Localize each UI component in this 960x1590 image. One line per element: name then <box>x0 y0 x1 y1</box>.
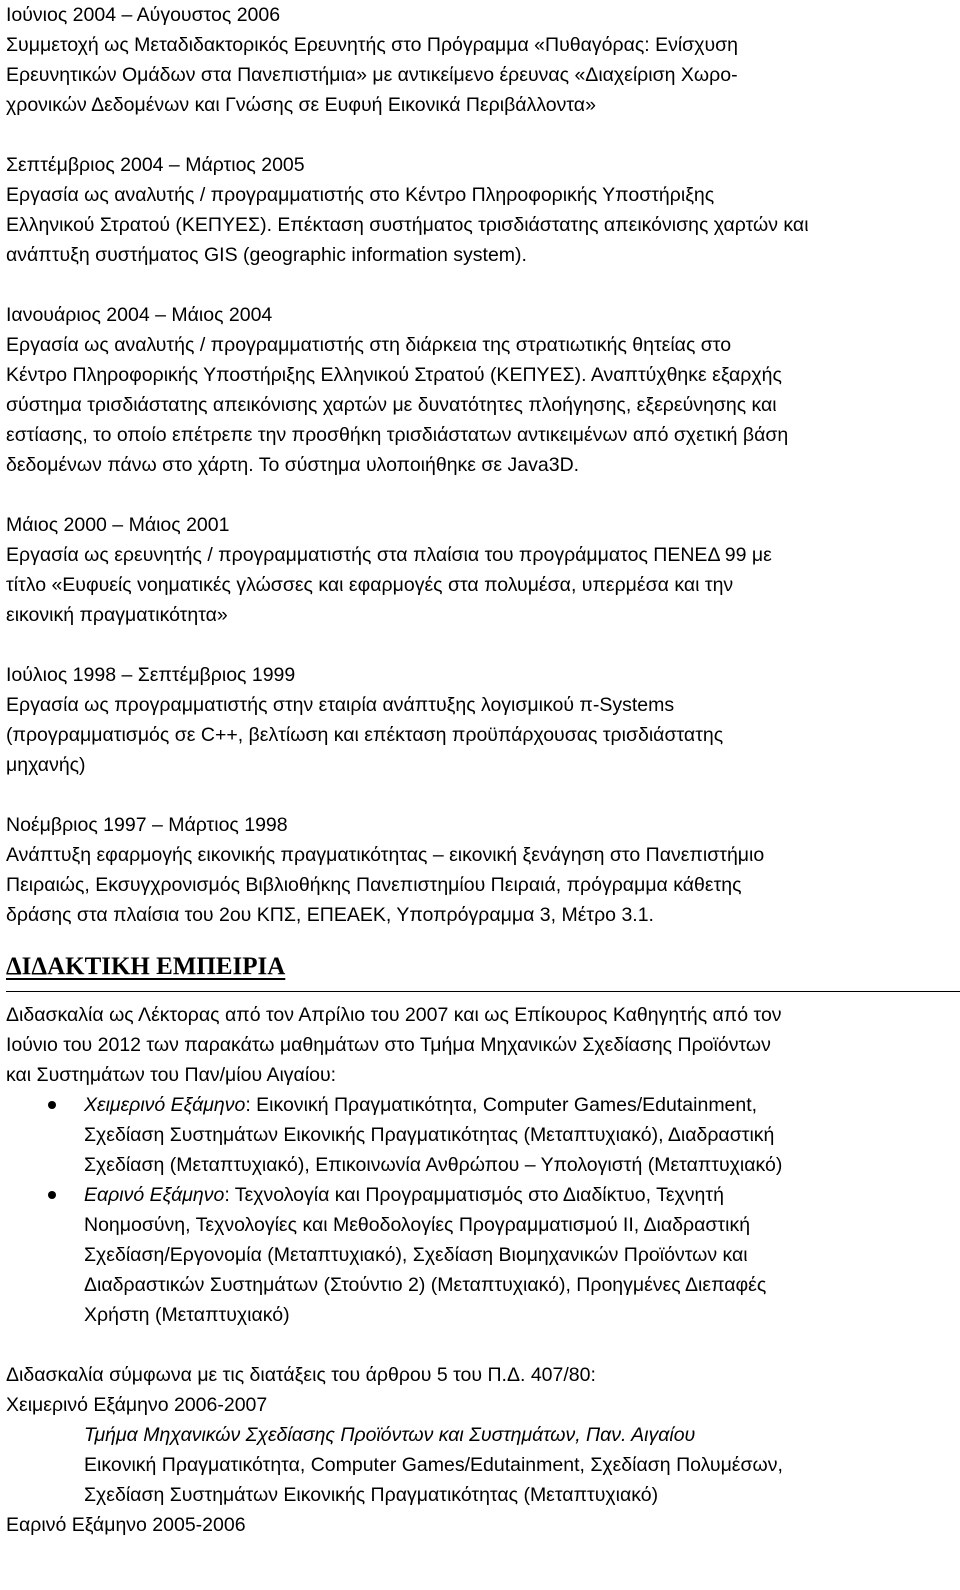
teaching-intro: Διδασκαλία ως Λέκτορας από τον Απρίλιο του 2007 και ως Επίκουρος Καθηγητής από τον <box>6 1004 782 1026</box>
bullet-dot-icon <box>48 1191 56 1199</box>
courses-line: Σχεδίαση Συστημάτων Εικονικής Πραγματικότητας (Μεταπτυχιακό) <box>84 1484 659 1506</box>
bullet-text: Διαδραστικών Συστημάτων (Στούντιο 2) (Μεταπτυχιακό), Προηγμένες Διεπαφές <box>84 1274 767 1296</box>
entry-text: Εργασία ως αναλυτής / προγραμματιστής στο Κέντρο Πληροφορικής Υποστήριξης <box>6 184 715 206</box>
bullet-term: Χειμερινό Εξάμηνο <box>84 1094 246 1116</box>
entry-text: Εργασία ως αναλυτής / προγραμματιστής στη διάρκεια της στρατιωτικής θητείας στο <box>6 334 732 356</box>
entry-text: ανάπτυξη συστήματος GIS (geographic information system). <box>6 244 527 266</box>
bullet-term: Εαρινό Εξάμηνο <box>84 1184 225 1206</box>
entry-text: χρονικών Δεδομένων και Γνώσης σε Ευφυή Εικονικά Περιβάλλοντα» <box>6 94 596 116</box>
entry-text: μηχανής) <box>6 754 86 776</box>
bullet-text: Νοημοσύνη, Τεχνολογίες και Μεθοδολογίες Προγραμματισμού ΙΙ, Διαδραστική <box>84 1214 751 1236</box>
entry-period: Μάιος 2000 – Μάιος 2001 <box>6 514 230 536</box>
bullet-text: : Τεχνολογία και Προγραμματισμός στο Διαδίκτυο, Τεχνητή <box>224 1184 724 1206</box>
entry-text: Ερευνητικών Ομάδων στα Πανεπιστήμια» με αντικείμενο έρευνας «Διαχείριση Χωρο- <box>6 64 738 86</box>
entry-text: εστίασης, το οποίο επέτρεπε την προσθήκη τρισδιάστατων αντικειμένων από σχετική βάση <box>6 424 789 446</box>
entry-text: δράσης στα πλαίσια του 2ου ΚΠΣ, ΕΠΕΑΕΚ, Υποπρόγραμμα 3, Μέτρο 3.1. <box>6 904 654 926</box>
entry-text: σύστημα τρισδιάστατης απεικόνισης χαρτών με δυνατότητες πλοήγησης, εξερεύνησης και <box>6 394 777 416</box>
entry-period: Ιανουάριος 2004 – Μάιος 2004 <box>6 304 273 326</box>
entry-text: Συμμετοχή ως Μεταδιδακτορικός Ερευνητής στο Πρόγραμμα «Πυθαγόρας: Ενίσχυση <box>6 34 738 56</box>
entry-text: τίτλο «Ευφυείς νοηματικές γλώσσες και εφαρμογές στα πολυμέσα, υπερμέσα και την <box>6 574 734 596</box>
entry-text: Κέντρο Πληροφορικής Υποστήριξης Ελληνικού Στρατού (ΚΕΠΥΕΣ). Αναπτύχθηκε εξαρχής <box>6 364 782 386</box>
teaching-intro: Ιούνιο του 2012 των παρακάτω μαθημάτων στο Τμήμα Μηχανικών Σχεδίασης Προϊόντων <box>6 1034 771 1056</box>
bullet-text: Σχεδίαση (Μεταπτυχιακό), Επικοινωνία Ανθρώπου – Υπολογιστή (Μεταπτυχιακό) <box>84 1154 783 1176</box>
semester-label: Εαρινό Εξάμηνο 2005-2006 <box>6 1514 246 1536</box>
entry-text: Εργασία ως προγραμματιστής στην εταιρία ανάπτυξης λογισμικού π-Systems <box>6 694 675 716</box>
decree-line: Διδασκαλία σύμφωνα με τις διατάξεις του άρθρου 5 του Π.Δ. 407/80: <box>6 1364 596 1386</box>
entry-text: εικονική πραγματικότητα» <box>6 604 228 626</box>
bullet-item <box>84 1090 757 1120</box>
entry-period: Νοέμβριος 1997 – Μάρτιος 1998 <box>6 814 288 836</box>
entry-period: Ιούνιος 2004 – Αύγουστος 2006 <box>6 4 281 26</box>
entry-text: Πειραιώς, Εκσυγχρονισμός Βιβλιοθήκης Πανεπιστημίου Πειραιά, πρόγραμμα κάθετης <box>6 874 742 896</box>
teaching-intro: και Συστημάτων του Παν/μίου Αιγαίου: <box>6 1064 337 1086</box>
bullet-item <box>84 1180 724 1210</box>
entry-text: Ανάπτυξη εφαρμογής εικονικής πραγματικότητας – εικονική ξενάγηση στο Πανεπιστήμιο <box>6 844 765 866</box>
courses-line: Εικονική Πραγματικότητα, Computer Games/Edutainment, Σχεδίαση Πολυμέσων, <box>84 1454 783 1476</box>
entry-text: Εργασία ως ερευνητής / προγραμματιστής στα πλαίσια του προγράμματος ΠΕΝΕΔ 99 με <box>6 544 772 566</box>
bullet-text: Σχεδίαση/Εργονομία (Μεταπτυχιακό), Σχεδίαση Βιομηχανικών Προϊόντων και <box>84 1244 748 1266</box>
semester-label: Χειμερινό Εξάμηνο 2006-2007 <box>6 1394 268 1416</box>
department-line: Τμήμα Μηχανικών Σχεδίασης Προϊόντων και Συστημάτων, Παν. Αιγαίου <box>84 1424 696 1446</box>
entry-text: (προγραμματισμός σε C++, βελτίωση και επέκταση προϋπάρχουσας τρισδιάστατης <box>6 724 724 746</box>
section-divider <box>6 991 960 992</box>
bullet-text: Σχεδίαση Συστημάτων Εικονικής Πραγματικότητας (Μεταπτυχιακό), Διαδραστική <box>84 1124 775 1146</box>
entry-period: Ιούλιος 1998 – Σεπτέμβριος 1999 <box>6 664 296 686</box>
section-heading-teaching: ΔΙΔΑΚΤΙΚΗ ΕΜΠΕΙΡΙΑ <box>6 953 286 980</box>
bullet-text: : Εικονική Πραγματικότητα, Computer Games/Edutainment, <box>245 1094 758 1116</box>
bullet-dot-icon <box>48 1101 56 1109</box>
entry-text: Ελληνικού Στρατού (ΚΕΠΥΕΣ). Επέκταση συστήματος τρισδιάστατης απεικόνισης χαρτών και <box>6 214 809 236</box>
entry-text: δεδομένων πάνω στο χάρτη. Το σύστημα υλοποιήθηκε σε Java3D. <box>6 454 580 476</box>
bullet-text: Χρήστη (Μεταπτυχιακό) <box>84 1304 290 1326</box>
entry-period: Σεπτέμβριος 2004 – Μάρτιος 2005 <box>6 154 305 176</box>
